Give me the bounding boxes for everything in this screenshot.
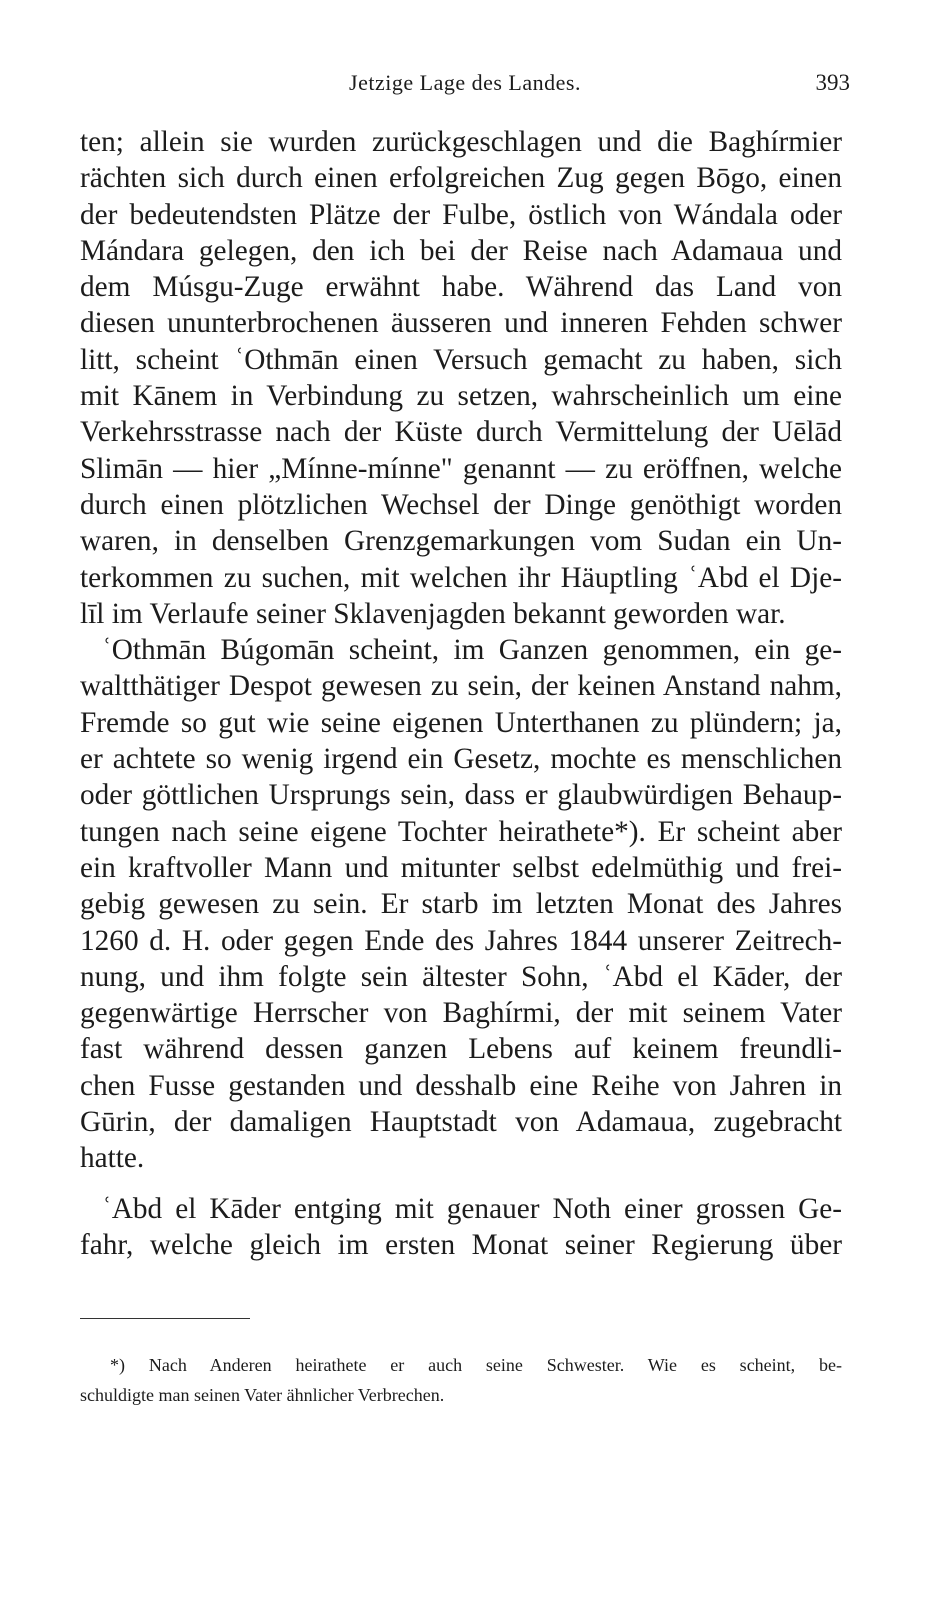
text-line: mit Kānem in Verbindung zu setzen, wahrscheinlich um eine <box>80 380 842 413</box>
text-line: waltthätiger Despot gewesen zu sein, der keinen Anstand nahm, <box>80 670 842 703</box>
paragraph-gap <box>80 1177 842 1191</box>
text-line: Fremde so gut wie seine eigenen Unterthanen zu plündern; ja, <box>80 706 842 739</box>
text-line: chen Fusse gestanden und desshalb eine Reihe von Jahren in <box>80 1069 842 1102</box>
text-line: Verkehrsstrasse nach der Küste durch Vermittelung der Uēlād <box>80 416 842 449</box>
text-line: tungen nach seine eigene Tochter heirathete*). Er scheint aber <box>80 815 842 848</box>
text-line: gebig gewesen zu sein. Er starb im letzten Monat des Jahres <box>80 888 842 921</box>
text-line: fast während dessen ganzen Lebens auf keinem freundli- <box>80 1033 842 1066</box>
text-line: oder göttlichen Ursprungs sein, dass er glaubwürdigen Behaup- <box>80 779 842 812</box>
text-line: Slimān — hier „Mínne-mínne" genannt — zu eröffnen, welche <box>80 452 842 485</box>
footnote-divider <box>80 1318 250 1319</box>
text-line: durch einen plötzlichen Wechsel der Dinge genöthigt worden <box>80 488 842 521</box>
text-line: dem Músgu-Zuge erwähnt habe. Während das Land von <box>80 271 842 304</box>
paragraph-3 <box>80 1191 842 1264</box>
text-line: der bedeutendsten Plätze der Fulbe, östlich von Wándala oder <box>80 198 842 231</box>
body-text <box>80 124 842 1263</box>
text-line: hatte. <box>80 1142 145 1175</box>
text-line: nung, und ihm folgte sein ältester Sohn, ʿAbd el Kāder, der <box>80 960 842 993</box>
text-line: rächten sich durch einen erfolgreichen Zug gegen Bōgo, einen <box>80 162 842 195</box>
text-line: ten; allein sie wurden zurückgeschlagen und die Baghírmier <box>80 126 842 158</box>
text-line: fahr, welche gleich im ersten Monat seiner Regierung über <box>80 1228 842 1261</box>
text-line: waren, in denselben Grenzgemarkungen vom Sudan ein Un- <box>80 525 842 558</box>
text-line: 1260 d. H. oder gegen Ende des Jahres 1844 unserer Zeitrech- <box>80 924 842 957</box>
page-number: 393 <box>815 70 850 95</box>
paragraph-1 <box>80 124 842 632</box>
footnote <box>80 1350 842 1410</box>
footnote-line: *) Nach Anderen heirathete er auch seine Schwester. Wie es scheint, be- <box>110 1355 842 1375</box>
text-line: ʿAbd el Kāder entging mit genauer Noth einer grossen Ge- <box>102 1192 842 1225</box>
running-title: Jetzige Lage des Landes. <box>349 70 581 95</box>
text-line: litt, scheint ʿOthmān einen Versuch gemacht zu haben, sich <box>80 343 842 376</box>
page-header <box>80 68 850 104</box>
text-line: ʿOthmān Búgomān scheint, im Ganzen genommen, ein ge- <box>102 634 842 667</box>
text-line: terkommen zu suchen, mit welchen ihr Häuptling ʿAbd el Dje- <box>80 561 842 594</box>
text-line: Mándara gelegen, den ich bei der Reise nach Adamaua und <box>80 234 842 267</box>
paragraph-2 <box>80 632 842 1176</box>
text-line: gegenwärtige Herrscher von Baghírmi, der mit seinem Vater <box>80 997 842 1030</box>
footnote-line: schuldigte man seinen Vater ähnlicher Verbrechen. <box>80 1385 445 1405</box>
text-line: Gūrin, der damaligen Hauptstadt von Adamaua, zugebracht <box>80 1106 842 1139</box>
text-line: diesen ununterbrochenen äusseren und inneren Fehden schwer <box>80 307 842 340</box>
text-line: er achtete so wenig irgend ein Gesetz, mochte es menschlichen <box>80 743 842 776</box>
text-line: ein kraftvoller Mann und mitunter selbst edelmüthig und frei- <box>80 851 842 884</box>
text-line: līl im Verlaufe seiner Sklavenjagden bekannt geworden war. <box>80 597 786 630</box>
